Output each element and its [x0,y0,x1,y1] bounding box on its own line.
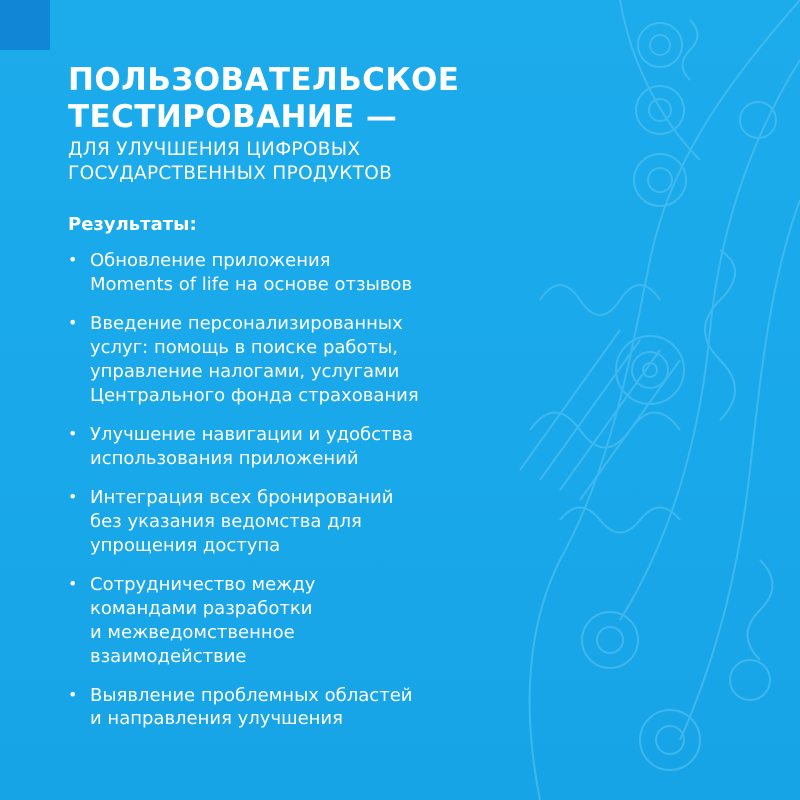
bullet-icon: • [68,313,78,333]
bullet-icon: • [68,250,78,270]
list-item-line: и направления улучшения [90,708,343,730]
list-item [68,312,538,408]
list-item-line: Выявление проблемных областей [90,684,413,706]
list-item-line: Интеграция всех бронирований [90,486,394,508]
list-item-line: без указания ведомства для [90,510,362,532]
content-block [68,62,538,746]
list-item-line: командами разработки [90,597,313,619]
list-item [68,249,538,297]
list-item-line: услуг: помощь в поиске работы, [90,337,398,359]
page-title [68,62,538,136]
list-item [68,486,538,558]
bullet-icon: • [68,573,78,593]
list-item [68,423,538,471]
list-item-line: Центрального фонда страхования [90,385,419,407]
list-item-line: Обновление приложения [90,250,331,272]
list-item-line: взаимодействие [90,645,247,667]
list-item-line: и межведомственное [90,621,295,643]
bullet-icon: • [68,486,78,506]
title-line: ПОЛЬЗОВАТЕЛЬСКОЕ [68,62,460,98]
results-list [68,249,538,731]
list-item-line: использования приложений [90,448,359,470]
bullet-icon: • [68,684,78,704]
list-item-line: Moments of life на основе отзывов [90,274,413,296]
list-item [68,684,538,732]
list-item-line: управление налогами, услугами [90,361,400,383]
list-item-line: Сотрудничество между [90,573,316,595]
subtitle-line: ГОСУДАРСТВЕННЫХ ПРОДУКТОВ [68,163,393,185]
corner-square [0,0,50,50]
page-subtitle [68,138,538,186]
list-item [68,573,538,669]
list-item-line: упрощения доступа [90,534,281,556]
results-heading: Результаты: [68,214,197,236]
title-line: ТЕСТИРОВАНИЕ — [68,99,398,136]
list-item-line: Улучшение навигации и удобства [90,424,414,446]
list-item-line: Введение персонализированных [90,313,403,335]
bullet-icon: • [68,424,78,444]
subtitle-line: ДЛЯ УЛУЧШЕНИЯ ЦИФРОВЫХ [68,139,361,161]
ornament-pattern-icon [500,0,800,800]
